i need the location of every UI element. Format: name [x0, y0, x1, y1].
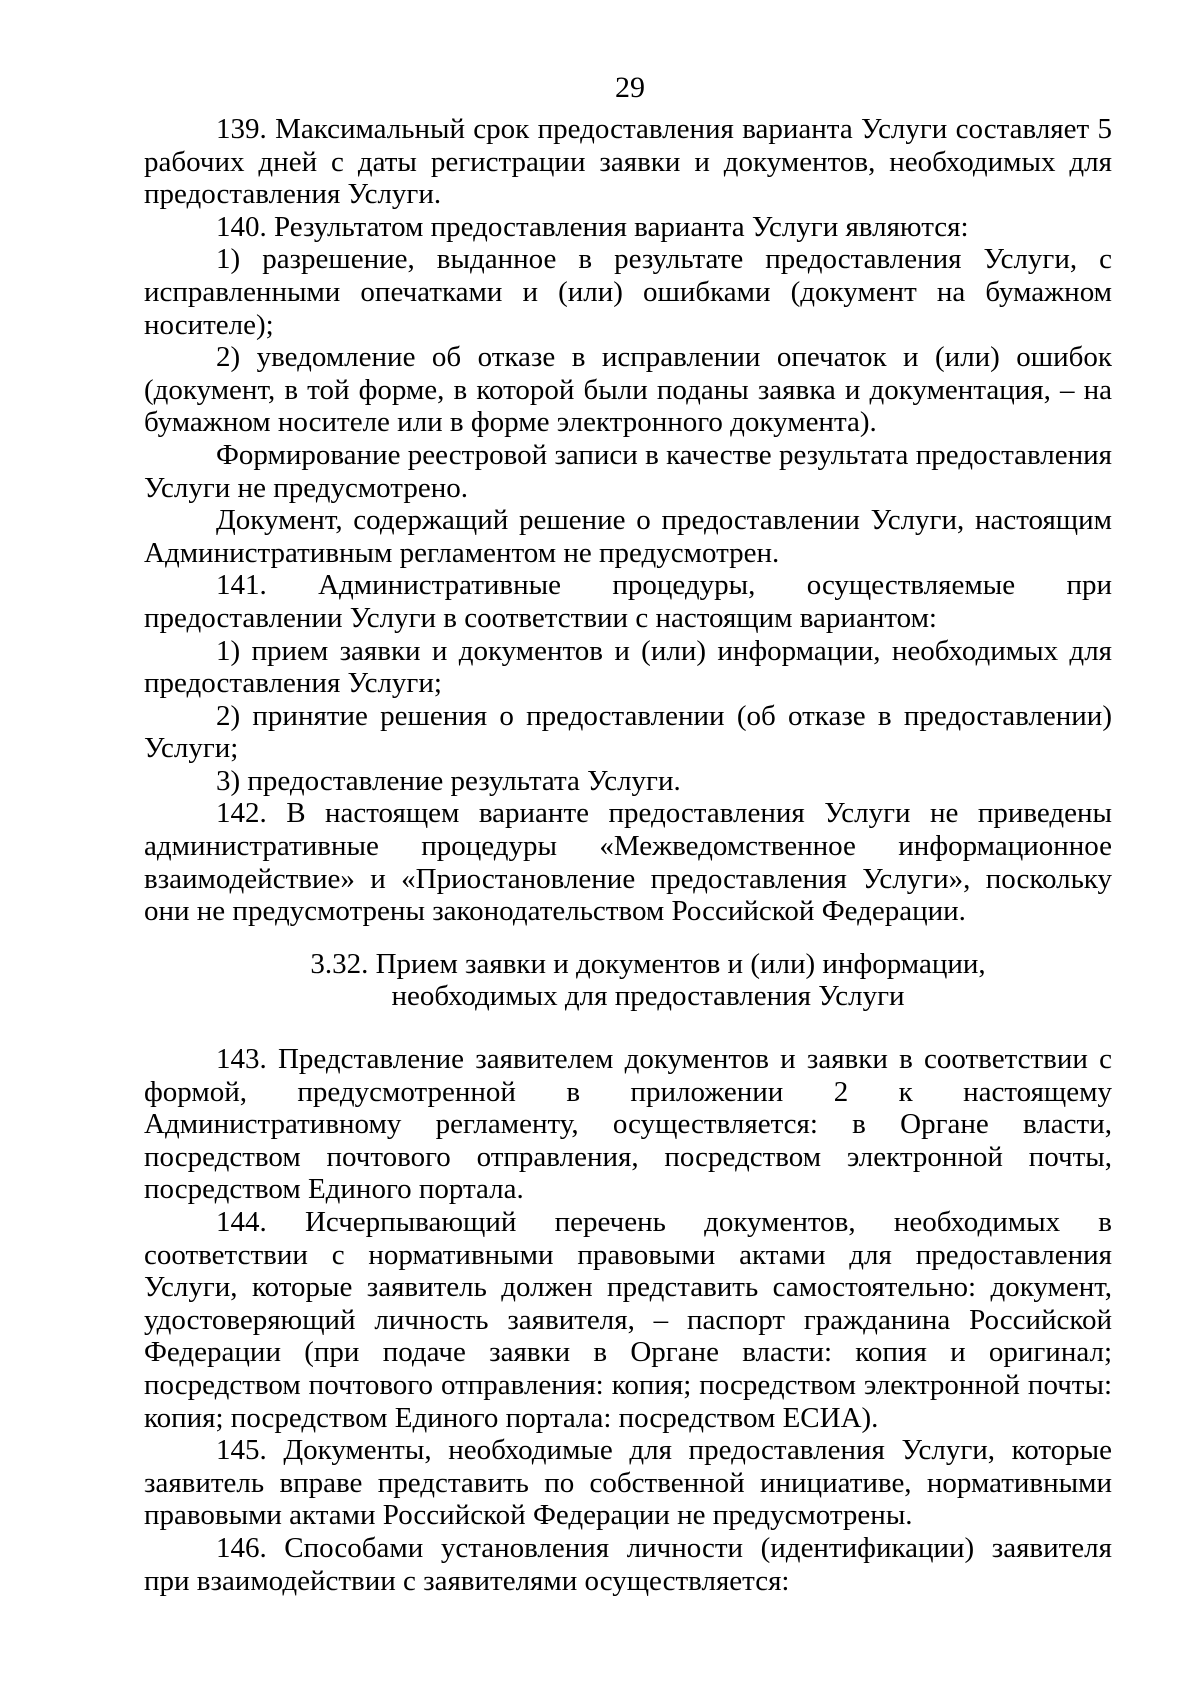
paragraph-145: 145. Документы, необходимые для предоставления Услуги, которые заявитель вправе представить по собственной инициативе, нормативными правовыми актами Российской Федерации не предусмотрены.	[144, 1434, 1112, 1532]
paragraph-144: 144. Исчерпывающий перечень документов, необходимых в соответствии с нормативными правовыми актами для предоставления Услуги, которые заявитель должен представить самостоятельно: документ, удостоверяющий личность заявителя, – паспорт гражданина Российской Федерации (при подаче заявки в Органе власти: копия и оригинал; посредством почтового отправления: копия; посредством электронной почты: копия; посредством Единого портала: посредством ЕСИА).	[144, 1206, 1112, 1434]
paragraph-139: 139. Максимальный срок предоставления варианта Услуги составляет 5 рабочих дней с даты регистрации заявки и документов, необходимых для предоставления Услуги.	[144, 113, 1112, 211]
paragraph-141-item-3: 3) предоставление результата Услуги.	[216, 764, 681, 797]
paragraph-141-item-2: 2) принятие решения о предоставлении (об отказе в предоставлении) Услуги;	[144, 699, 1112, 765]
paragraph-142: 142. В настоящем варианте предоставления Услуги не приведены административные процедуры «Межведомственное информационное взаимодействие» и «Приостановление предоставления Услуги», поскольку они не предусмотрены законодательством Российской Федерации.	[144, 797, 1112, 928]
section-heading	[144, 948, 1112, 1013]
paragraph-140: 140. Результатом предоставления варианта Услуги являются:	[216, 210, 969, 243]
paragraph-141: 141. Административные процедуры, осуществляемые при предоставлении Услуги в соответствии с настоящим вариантом:	[144, 569, 1112, 634]
paragraph-140-item-1: 1) разрешение, выданное в результате предоставления Услуги, с исправленными опечатками и (или) ошибками (документ на бумажном носителе);	[144, 243, 1112, 341]
paragraph-141-item-1: 1) прием заявки и документов и (или) информации, необходимых для предоставления Услуги;	[144, 634, 1112, 700]
paragraph-140-item-2: 2) уведомление об отказе в исправлении опечаток и (или) ошибок (документ, в той форме, в которой были поданы заявка и документация, – на бумажном носителе или в форме электронного документа).	[144, 341, 1112, 439]
paragraph-146: 146. Способами установления личности (идентификации) заявителя при взаимодействии с заявителями осуществляется:	[144, 1531, 1112, 1597]
page-number: 29	[615, 71, 645, 104]
document-body	[144, 113, 1112, 1597]
paragraph-registry-record: Формирование реестровой записи в качестве результата предоставления Услуги не предусмотрено.	[144, 438, 1112, 504]
section-heading-line-1: 3.32. Прием заявки и документов и (или) информации,	[310, 947, 986, 980]
paragraph-decision-document: Документ, содержащий решение о предоставлении Услуги, настоящим Административным регламентом не предусмотрен.	[144, 504, 1112, 569]
section-heading-line-2: необходимых для предоставления Услуги	[391, 980, 905, 1013]
paragraph-143: 143. Представление заявителем документов и заявки в соответствии с формой, предусмотренной в приложении 2 к настоящему Административному регламенту, осуществляется: в Органе власти, посредством почтового отправления, посредством электронной почты, посредством Единого портала.	[144, 1043, 1112, 1206]
